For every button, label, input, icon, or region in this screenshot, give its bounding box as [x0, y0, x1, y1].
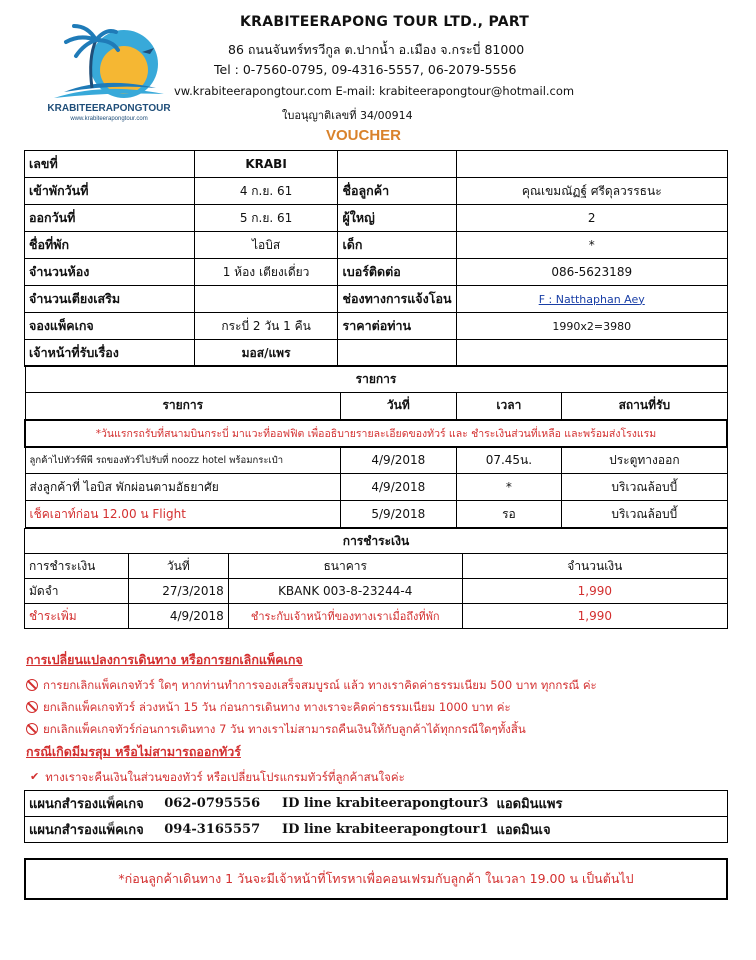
- info-label: จองแพ็คเกจ: [25, 313, 195, 340]
- info-value: คุณเขมณัฏฐ์ ศรีดุลวรรธนะ: [456, 178, 728, 205]
- policy-item: [26, 674, 746, 696]
- logo-url: www.krabiteerapongtour.com: [70, 116, 148, 122]
- column-header: การชำระเงิน: [25, 554, 129, 579]
- table-row: [25, 554, 728, 579]
- itinerary-time: *: [456, 474, 562, 501]
- itinerary-time: 07.45น.: [456, 447, 562, 474]
- info-label: ช่องทางการแจ้งโอน: [338, 286, 456, 313]
- booking-info-table: [24, 150, 728, 367]
- empty-cell: [338, 340, 456, 367]
- policy-text: การยกเลิกแพ็คเกจทัวร์ ใดๆ หากท่านทำการจองเสร็จสมบูรณ์ แล้ว ทางเราคิดค่าธรรมเนียม 500 บาท ทุกกรณี ค่ะ: [43, 678, 597, 692]
- transfer-channel-link[interactable]: F : Natthaphan Aey: [456, 286, 728, 313]
- company-name: KRABITEERAPONG TOUR LTD., PART: [240, 14, 530, 30]
- prohibited-icon: [26, 679, 38, 691]
- info-label: เจ้าหน้าที่รับเรื่อง: [25, 340, 195, 367]
- policy-item: [26, 718, 746, 740]
- payment-type: มัดจำ: [25, 579, 129, 604]
- info-value: 4 ก.ย. 61: [194, 178, 338, 205]
- info-label: ราคาต่อท่าน: [338, 313, 456, 340]
- contact-line-id: ID line krabiteerapongtour1: [278, 817, 492, 843]
- table-row: [25, 313, 728, 340]
- itinerary-table: [24, 365, 728, 528]
- logo-text: KRABITEERAPONGTOUR: [47, 103, 171, 114]
- empty-cell: [456, 340, 728, 367]
- contact-label: แผนกสำรองแพ็คเกจ: [25, 791, 161, 817]
- table-row: [25, 286, 728, 313]
- policy-item: [26, 696, 746, 718]
- payment-bank: KBANK 003-8-23244-4: [228, 579, 462, 604]
- policy-item: [26, 766, 746, 788]
- section-title: รายการ: [25, 366, 727, 393]
- info-value: 1990x2=3980: [456, 313, 728, 340]
- itinerary-place: บริเวณล้อบบี้: [562, 501, 727, 528]
- table-row: [25, 340, 728, 367]
- table-row: [25, 259, 728, 286]
- voucher-header: [0, 0, 756, 150]
- info-label: ชื่อลูกค้า: [338, 178, 456, 205]
- table-row: [25, 151, 728, 178]
- info-label: จำนวนเตียงเสริม: [25, 286, 195, 313]
- contact-admin: แอดมินแพร: [492, 791, 727, 817]
- info-value: *: [456, 232, 728, 259]
- column-header: จำนวนเงิน: [462, 554, 727, 579]
- payment-date: 4/9/2018: [128, 604, 228, 629]
- itinerary-item: ลูกค้าไปทัวร์พีพี รถของทัวร์ไปรับที่ noozz hotel พร้อมกระเป๋า: [25, 447, 341, 474]
- prohibited-icon: [26, 701, 38, 713]
- itinerary-item: ส่งลูกค้าที่ ไอบิส พักผ่อนตามอัธยาศัย: [25, 474, 341, 501]
- voucher-title: VOUCHER: [326, 127, 402, 144]
- table-row: [25, 447, 727, 474]
- payment-bank: ชำระกับเจ้าหน้าที่ของทางเราเมื่อถึงที่พัก: [228, 604, 462, 629]
- table-row: [25, 205, 728, 232]
- company-address: 86 ถนนจันทร์ทรวีกูล ต.ปากน้ำ อ.เมือง จ.กระบี่ 81000: [228, 42, 525, 57]
- empty-cell: [456, 151, 728, 178]
- info-label: เด็ก: [338, 232, 456, 259]
- checkmark-icon: ✔: [30, 770, 40, 783]
- info-value: มอส/แพร: [194, 340, 338, 367]
- info-value: ไอบิส: [194, 232, 338, 259]
- payment-type: ชำระเพิ่ม: [25, 604, 129, 629]
- info-value: 086-5623189: [456, 259, 728, 286]
- info-label: ผู้ใหญ่: [338, 205, 456, 232]
- company-web-email: vw.krabiteerapongtour.com E-mail: krabiteerapongtour@hotmail.com: [174, 84, 575, 98]
- table-row: [25, 579, 728, 604]
- table-row: [25, 791, 728, 817]
- info-value: 1 ห้อง เตียงเดี่ยว: [194, 259, 338, 286]
- info-label: ชื่อที่พัก: [25, 232, 195, 259]
- info-value: [194, 286, 338, 313]
- column-header: รายการ: [25, 393, 341, 420]
- contact-admin: แอดมินเจ: [492, 817, 727, 843]
- info-label: เลขที่: [25, 151, 195, 178]
- info-label: เบอร์ติดต่อ: [338, 259, 456, 286]
- pickup-notice: *วันแรกรถรับที่สนามบินกระบี่ มาแวะที่ออฟฟิต เพื่ออธิบายรายละเอียดของทัวร์ และ ชำระเงินส่วนที่เหลือ และพร้อมส่งโรงแรม: [25, 420, 727, 447]
- itinerary-place: ประตูทางออก: [562, 447, 727, 474]
- contact-label: แผนกสำรองแพ็คเกจ: [25, 817, 161, 843]
- info-value: 5 ก.ย. 61: [194, 205, 338, 232]
- table-row: [25, 366, 727, 393]
- itinerary-date: 5/9/2018: [341, 501, 457, 528]
- policy-text: ยกเลิกแพ็คเกจทัวร์ก่อนการเดินทาง 7 วัน ทางเราไม่สามารถคืนเงินให้กับลูกค้าได้ทุกกรณีใดๆทั้งสิ้น: [43, 722, 526, 736]
- table-row: [25, 817, 728, 843]
- table-row: [25, 420, 727, 447]
- table-row: [25, 393, 727, 420]
- policy-text: ทางเราจะคืนเงินในส่วนของทัวร์ หรือเปลี่ยนโปรแกรมทัวร์ที่ลูกค้าสนใจค่ะ: [45, 770, 405, 784]
- section-title: การชำระเงิน: [25, 529, 728, 554]
- itinerary-time: รอ: [456, 501, 562, 528]
- payment-table: [24, 528, 728, 629]
- info-label: จำนวนห้อง: [25, 259, 195, 286]
- info-value: 2: [456, 205, 728, 232]
- info-label: ออกวันที่: [25, 205, 195, 232]
- license-number: ใบอนุญาติเลขที่ 34/00914: [282, 109, 413, 122]
- info-value: กระบี่ 2 วัน 1 คืน: [194, 313, 338, 340]
- info-label: เข้าพักวันที่: [25, 178, 195, 205]
- itinerary-place: บริเวณล้อบบี้: [562, 474, 727, 501]
- itinerary-date: 4/9/2018: [341, 447, 457, 474]
- itinerary-date: 4/9/2018: [341, 474, 457, 501]
- column-header: สถานที่รับ: [562, 393, 727, 420]
- table-row: [25, 474, 727, 501]
- table-row: [25, 529, 728, 554]
- contact-table: [24, 790, 728, 843]
- table-row: [25, 501, 727, 528]
- policy-text: ยกเลิกแพ็คเกจทัวร์ ล่วงหน้า 15 วัน ก่อนการเดินทาง ทางเราจะคิดค่าธรรมเนียม 1000 บาท ค่ะ: [43, 700, 511, 714]
- policy-title: การเปลี่ยนแปลงการเดินทาง หรือการยกเลิกแพ็คเกจ: [26, 652, 303, 667]
- column-header: วันที่: [128, 554, 228, 579]
- column-header: ธนาคาร: [228, 554, 462, 579]
- itinerary-item: เช็คเอาท์ก่อน 12.00 น Flight: [25, 501, 341, 528]
- confirmation-note-text: *ก่อนลูกค้าเดินทาง 1 วันจะมีเจ้าหน้าที่โทรหาเพื่อคอนเฟรมกับลูกค้า ในเวลา 19.00 น เป็นต้นไป: [118, 871, 634, 886]
- company-phones: Tel : 0-7560-0795, 09-4316-5557, 06-2079-5556: [214, 62, 517, 77]
- table-row: [25, 604, 728, 629]
- contact-phone: 062-0795556: [160, 791, 278, 817]
- confirmation-note: [24, 858, 728, 900]
- payment-amount: 1,990: [462, 579, 727, 604]
- payment-amount: 1,990: [462, 604, 727, 629]
- column-header: วันที่: [341, 393, 457, 420]
- column-header: เวลา: [456, 393, 562, 420]
- cancellation-policy: [26, 650, 746, 788]
- storm-policy-title: กรณีเกิดมีมรสุม หรือไม่สามารถออกทัวร์: [26, 744, 241, 759]
- contact-phone: 094-3165557: [160, 817, 278, 843]
- empty-cell: [338, 151, 456, 178]
- prohibited-icon: [26, 723, 38, 735]
- contact-line-id: ID line krabiteerapongtour3: [278, 791, 492, 817]
- info-value: KRABI: [194, 151, 338, 178]
- payment-date: 27/3/2018: [128, 579, 228, 604]
- table-row: [25, 232, 728, 259]
- table-row: [25, 178, 728, 205]
